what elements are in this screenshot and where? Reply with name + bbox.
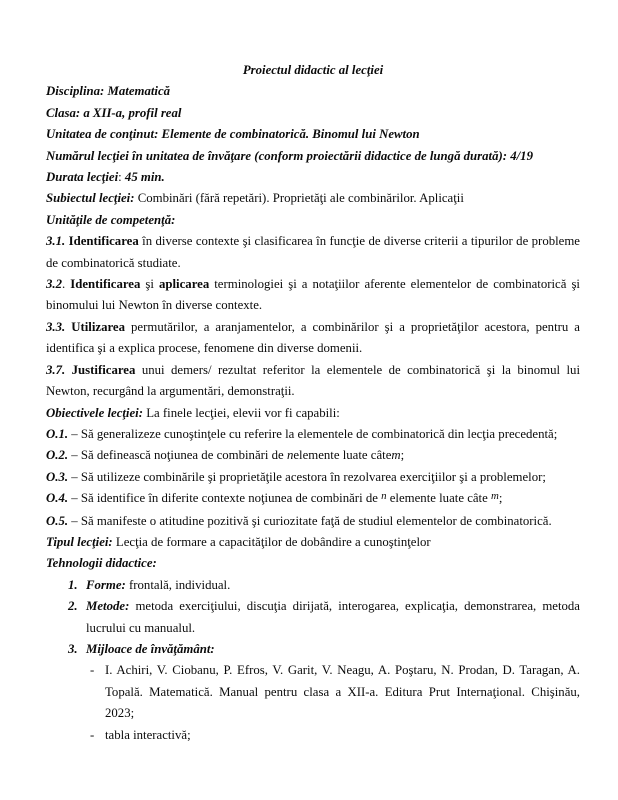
paragraph-competenta-3-2 <box>46 274 580 317</box>
text-segment: – Să manifeste o atitudine pozitivă şi curiozitate faţă de studiul elementelor de combinatorică. <box>68 513 552 528</box>
text-segment: ; <box>498 491 503 506</box>
paragraph-competenta-3-1 <box>46 231 580 274</box>
text-segment: 45 min. <box>124 170 165 185</box>
list-item-text <box>86 639 580 660</box>
text-segment: aplicarea <box>158 277 210 292</box>
text-segment: O.3. <box>46 469 69 484</box>
text-segment: elemente luate câte <box>293 448 392 463</box>
line-subiectul-lectiei <box>46 188 580 209</box>
line-disciplina <box>46 81 580 102</box>
text-segment: Justificarea <box>71 362 136 377</box>
list-number: 3. <box>68 641 78 656</box>
line-obiectiv-o5 <box>46 511 580 532</box>
text-segment: frontală, individual. <box>129 577 231 592</box>
list-item-text <box>86 575 580 596</box>
text-segment: Metode: <box>86 599 136 614</box>
text-segment: . <box>62 277 71 292</box>
text-segment: Tipul lecţiei: <box>46 534 116 549</box>
document-content <box>46 60 580 746</box>
page-title <box>46 60 580 81</box>
line-obiectivele-lectiei <box>46 403 580 424</box>
dash-bullet: - <box>90 727 95 742</box>
text-segment: elemente luate câte <box>386 491 491 506</box>
list-number: 2. <box>68 599 78 614</box>
text-segment: 3.3. <box>46 319 72 334</box>
dash-item-manual-reference <box>46 660 580 724</box>
text-segment: Disciplina: Matematică <box>46 84 171 99</box>
text-segment: Utilizarea <box>71 319 125 334</box>
numbered-item-mijloace <box>46 639 580 660</box>
text-segment: şi <box>140 277 159 292</box>
line-numarul-lectiei <box>46 146 580 167</box>
numbered-item-forme <box>46 575 580 596</box>
text-segment: Forme: <box>86 577 130 592</box>
text-segment: I. Achiri, V. Ciobanu, P. Efros, V. Garit, V. Neagu, A. Poştaru, N. Prodan, D. Taragan, A. Topală. Matematică. Manual pentru clasa a XII-a. Editura Prut Internaţional. Chişinău, 2023; <box>105 663 580 721</box>
line-obiectiv-o2 <box>46 445 580 466</box>
text-segment: – Să definească noţiunea de combinări de <box>68 448 287 463</box>
text-segment: 3.2 <box>46 277 62 292</box>
line-clasa <box>46 103 580 124</box>
text-segment: Durata lecţiei <box>46 170 119 185</box>
text-segment: permutărilor, a aranjamentelor, a combinărilor şi a proprietăţilor acestora, pentru a identifica şi a explica procese, fenomene din diverse domenii. <box>46 319 580 356</box>
line-durata-lectiei <box>46 167 580 188</box>
text-segment: Identificarea <box>70 277 141 292</box>
text-segment: n <box>381 490 387 503</box>
text-segment: – Să identifice în diferite contexte noţiunea de combinări de <box>68 491 382 506</box>
text-segment: Unităţile de competenţă: <box>46 212 176 227</box>
dash-item-text <box>105 725 580 746</box>
text-segment: – Să generalizeze cunoştinţele cu referire la elementele de combinatorică din lecţia precedentă; <box>68 426 558 441</box>
text-segment: metoda exerciţiului, discuţia dirijată, interogarea, explicaţia, demonstrarea, metoda lucrului cu manualul. <box>86 599 580 635</box>
text-segment: ; <box>400 448 405 463</box>
dash-item-tabla-interactiva <box>46 725 580 746</box>
text-segment: Clasa: a XII-a, profil real <box>46 105 182 120</box>
text-segment: : <box>118 170 125 185</box>
line-obiectiv-o3 <box>46 467 580 488</box>
text-segment: Combinări (fără repetări). Proprietăţi ale combinărilor. Aplicaţii <box>137 191 464 206</box>
text-segment: La finele lecţiei, elevii vor fi capabili: <box>146 405 340 420</box>
text-segment: O.2. <box>46 448 69 463</box>
text-segment: O.4. <box>46 491 69 506</box>
numbered-item-metode <box>46 596 580 639</box>
text-segment: terminologiei şi a notaţiilor aferente elementelor de combinatorică şi binomului lui Newton în diverse contexte. <box>46 277 580 313</box>
list-item-text <box>86 596 580 639</box>
paragraph-competenta-3-7 <box>46 360 580 403</box>
text-segment: tabla interactivă; <box>105 727 191 742</box>
text-segment: Mijloace de învăţământ: <box>86 641 215 656</box>
text-segment: 3.7. <box>46 362 72 377</box>
text-segment: unui demers/ rezultat referitor la elementele de combinatorică şi la binomul lui Newton, recurgând la argumentări, demonstraţii. <box>46 362 580 399</box>
paragraph-competenta-3-3 <box>46 317 580 360</box>
line-unitatile-de-competenta <box>46 210 580 231</box>
text-segment: Identificarea <box>68 234 139 249</box>
dash-bullet: - <box>90 663 95 678</box>
text-segment: n <box>286 448 294 463</box>
dash-item-text <box>105 660 580 724</box>
text-segment: Tehnologii didactice: <box>46 556 157 571</box>
text-segment: – Să utilizeze combinările şi proprietăţile acestora în rezolvarea exerciţiilor şi a problemelor; <box>68 469 546 484</box>
text-segment: Obiectivele lecţiei: <box>46 405 147 420</box>
text-segment: Lecţia de formare a capacităţilor de dobândire a cunoştinţelor <box>115 534 431 549</box>
text-segment: Proiectul didactic al lecţiei <box>242 63 384 77</box>
text-segment: 3.1. <box>46 234 69 249</box>
text-segment: m <box>391 448 401 463</box>
list-number: 1. <box>68 577 78 592</box>
line-tehnologii-didactice <box>46 553 580 574</box>
line-obiectiv-o4 <box>46 488 580 510</box>
line-tipul-lectiei <box>46 532 580 553</box>
text-segment: în diverse contexte şi clasificarea în funcţie de diverse criterii a tipurilor de probleme de combinatorică studiate. <box>46 234 580 270</box>
text-segment: m <box>491 490 499 503</box>
text-segment: Subiectul lecţiei: <box>46 191 138 206</box>
text-segment: Unitatea de conţinut: Elemente de combinatorică. Binomul lui Newton <box>46 127 420 142</box>
text-segment: Numărul lecţiei în unitatea de învăţare (conform proiectării didactice de lungă durată): 4/19 <box>46 148 533 163</box>
line-obiectiv-o1 <box>46 424 580 445</box>
text-segment: O.5. <box>46 513 69 528</box>
text-segment: O.1. <box>46 426 69 441</box>
line-unitatea-de-continut <box>46 124 580 145</box>
